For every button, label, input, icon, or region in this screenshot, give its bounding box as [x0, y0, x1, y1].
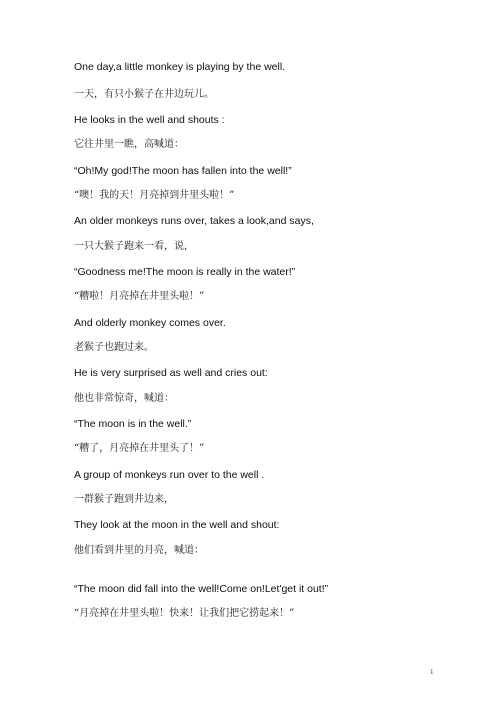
text-line-english: “Oh!My god!The moon has fallen into the well!”	[74, 165, 292, 177]
text-line-chinese: “噢！我的天！月亮掉到井里头啦！”	[74, 190, 235, 201]
text-line-chinese: 他也非常惊奇，喊道：	[74, 393, 174, 404]
text-line-chinese: “糟了，月亮掉在井里头了！”	[74, 443, 205, 454]
text-line-english: “The moon did fall into the well!Come on!Let'get it out!”	[74, 583, 329, 595]
text-line-english: “The moon is in the well.”	[74, 418, 192, 430]
text-line-chinese: 老猴子也跑过来。	[74, 342, 154, 353]
text-line-english: One day,a little monkey is playing by the well.	[74, 61, 286, 73]
text-line-chinese: 一天，有只小猴子在井边玩儿。	[74, 89, 214, 100]
text-line-chinese: 一群猴子跑到井边来，	[74, 494, 174, 505]
text-line-english: A group of monkeys run over to the well .	[74, 469, 265, 481]
text-line-chinese: 一只大猴子跑来一看，说，	[74, 241, 194, 252]
text-line-chinese: 他们看到井里的月亮，喊道：	[74, 545, 204, 556]
text-line-chinese: “糟啦！月亮掉在井里头啦！”	[74, 291, 205, 302]
text-line-english: An older monkeys runs over, takes a look,and says,	[74, 215, 314, 227]
text-line-english: They look at the moon in the well and shout:	[74, 519, 280, 531]
text-line-english: He looks in the well and shouts :	[74, 114, 225, 126]
text-line-english: He is very surprised as well and cries out:	[74, 367, 268, 379]
text-line-english: And olderly monkey comes over.	[74, 317, 226, 329]
text-line-chinese: 它往井里一瞧，高喊道：	[74, 139, 184, 150]
text-line-chinese: “月亮掉在井里头啦！快来！让我们把它捞起来！”	[74, 608, 295, 619]
text-line-english: “Goodness me!The moon is really in the water!”	[74, 266, 296, 278]
page-number: 1	[430, 668, 434, 676]
